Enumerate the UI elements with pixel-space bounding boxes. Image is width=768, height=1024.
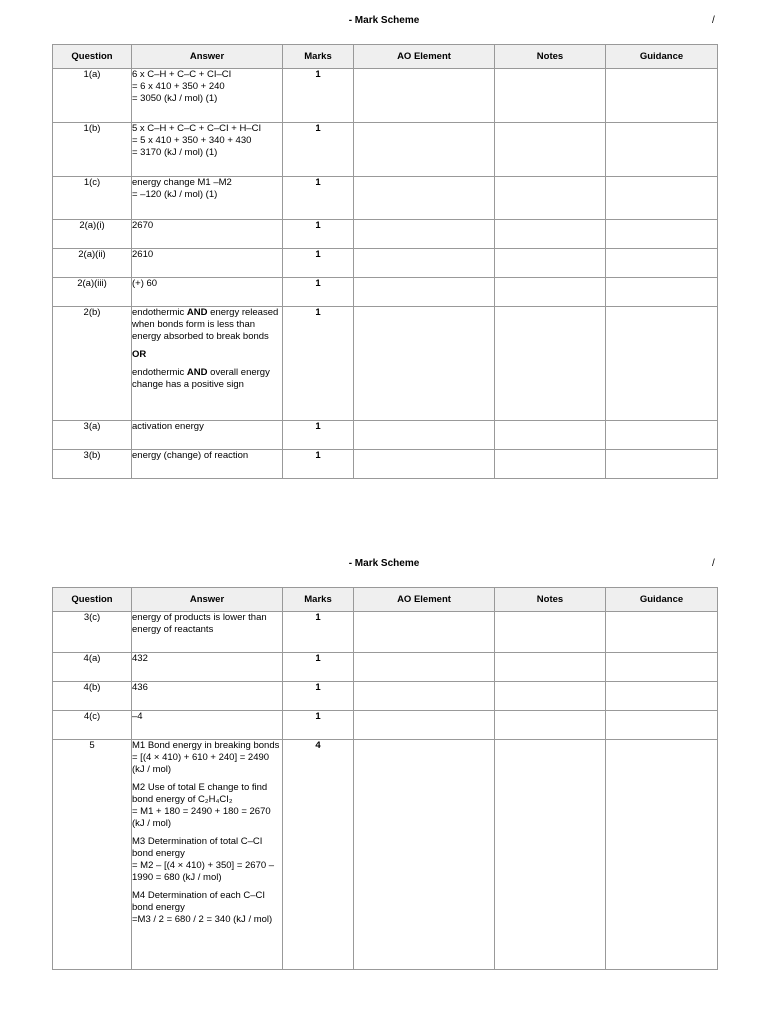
answer-cell bbox=[132, 612, 283, 653]
question-number: 4(c) bbox=[53, 711, 132, 740]
col-header-notes: Notes bbox=[495, 588, 606, 612]
answer-m2: M2 Use of total E change to find bond energy of C₂H₄CΙ₂ = M1 + 180 = 2490 + 180 = 2670 (kJ / mol) bbox=[132, 782, 271, 829]
guidance-cell bbox=[606, 123, 718, 177]
table-row bbox=[53, 450, 718, 479]
answer-cell bbox=[132, 653, 283, 682]
answer-line: = 3170 (kJ / mol) (1) bbox=[132, 147, 218, 158]
answer-cell bbox=[132, 421, 283, 450]
table-row bbox=[53, 682, 718, 711]
col-header-ao-element: AO Element bbox=[354, 588, 495, 612]
notes-cell bbox=[495, 682, 606, 711]
col-header-answer: Answer bbox=[132, 45, 283, 69]
answer-m1: M1 Bond energy in breaking bonds = [(4 × 410) + 610 + 240] = 2490 (kJ / mol) bbox=[132, 740, 280, 775]
marks-value: 1 bbox=[283, 450, 354, 479]
notes-cell bbox=[495, 421, 606, 450]
marks-value: 1 bbox=[283, 682, 354, 711]
marks-value: 1 bbox=[283, 307, 354, 421]
table-header-row bbox=[53, 45, 718, 69]
answer-line: 6 x C–H + C–C + CΙ–CΙ bbox=[132, 69, 232, 80]
ao-element-cell bbox=[354, 249, 495, 278]
marks-value: 1 bbox=[283, 421, 354, 450]
col-header-question: Question bbox=[53, 45, 132, 69]
table-row bbox=[53, 307, 718, 421]
col-header-question: Question bbox=[53, 588, 132, 612]
table-row bbox=[53, 278, 718, 307]
answer-line: 436 bbox=[132, 682, 148, 693]
page-header bbox=[0, 543, 768, 569]
marks-value: 1 bbox=[283, 69, 354, 123]
page-header bbox=[0, 0, 768, 26]
answer-line: 5 x C–H + C–C + C–CΙ + H–CΙ bbox=[132, 123, 262, 134]
guidance-cell bbox=[606, 682, 718, 711]
question-number: 3(a) bbox=[53, 421, 132, 450]
notes-cell bbox=[495, 653, 606, 682]
question-number: 5 bbox=[53, 740, 132, 970]
answer-paragraph: endothermic AND overall energy change has a positive sign bbox=[132, 367, 270, 390]
ao-element-cell bbox=[354, 177, 495, 220]
answer-paragraph: endothermic AND energy released when bonds form is less than energy absorbed to break bonds bbox=[132, 307, 279, 342]
table-row bbox=[53, 740, 718, 970]
answer-line: 432 bbox=[132, 653, 148, 664]
notes-cell bbox=[495, 220, 606, 249]
answer-line: (+) 60 bbox=[132, 278, 158, 289]
table-row bbox=[53, 220, 718, 249]
table-row bbox=[53, 177, 718, 220]
notes-cell bbox=[495, 69, 606, 123]
ao-element-cell bbox=[354, 653, 495, 682]
guidance-cell bbox=[606, 220, 718, 249]
notes-cell bbox=[495, 177, 606, 220]
keyword-and: AND bbox=[186, 367, 208, 378]
question-number: 1(b) bbox=[53, 123, 132, 177]
notes-cell bbox=[495, 249, 606, 278]
answer-line: activation energy bbox=[132, 421, 204, 432]
answer-or: OR bbox=[132, 349, 147, 360]
answer-cell bbox=[132, 123, 283, 177]
guidance-cell bbox=[606, 740, 718, 970]
answer-cell bbox=[132, 220, 283, 249]
question-number: 4(a) bbox=[53, 653, 132, 682]
notes-cell bbox=[495, 123, 606, 177]
answer-line: = 5 x 410 + 350 + 340 + 430 bbox=[132, 135, 252, 146]
question-number: 2(a)(iii) bbox=[53, 278, 132, 307]
guidance-cell bbox=[606, 421, 718, 450]
notes-cell bbox=[495, 612, 606, 653]
question-number: 2(a)(i) bbox=[53, 220, 132, 249]
marks-value: 1 bbox=[283, 249, 354, 278]
question-number: 1(c) bbox=[53, 177, 132, 220]
answer-m3: M3 Determination of total C–CΙ bond energy = M2 – [(4 × 410) + 350] = 2670 – 1990 = 680 (kJ / mol) bbox=[132, 836, 275, 883]
page-header-slash: / bbox=[712, 558, 715, 569]
answer-line: energy of products is lower than energy of reactants bbox=[132, 612, 267, 635]
guidance-cell bbox=[606, 69, 718, 123]
guidance-cell bbox=[606, 307, 718, 421]
answer-line: = 6 x 410 + 350 + 240 bbox=[132, 81, 225, 92]
ao-element-cell bbox=[354, 220, 495, 249]
table-row bbox=[53, 249, 718, 278]
question-number: 1(a) bbox=[53, 69, 132, 123]
notes-cell bbox=[495, 450, 606, 479]
col-header-guidance: Guidance bbox=[606, 588, 718, 612]
answer-line: 2610 bbox=[132, 249, 154, 260]
ao-element-cell bbox=[354, 307, 495, 421]
table-row bbox=[53, 421, 718, 450]
marks-value: 4 bbox=[283, 740, 354, 970]
answer-cell bbox=[132, 69, 283, 123]
notes-cell bbox=[495, 740, 606, 970]
page-title: - Mark Scheme bbox=[348, 558, 420, 569]
guidance-cell bbox=[606, 450, 718, 479]
guidance-cell bbox=[606, 612, 718, 653]
answer-cell bbox=[132, 307, 283, 421]
answer-line: energy change M1 –M2 bbox=[132, 177, 232, 188]
notes-cell bbox=[495, 711, 606, 740]
col-header-ao-element: AO Element bbox=[354, 45, 495, 69]
ao-element-cell bbox=[354, 682, 495, 711]
answer-line: 2670 bbox=[132, 220, 154, 231]
marks-value: 1 bbox=[283, 278, 354, 307]
answer-cell bbox=[132, 249, 283, 278]
table-row bbox=[53, 653, 718, 682]
ao-element-cell bbox=[354, 740, 495, 970]
keyword-and: AND bbox=[186, 307, 208, 318]
guidance-cell bbox=[606, 249, 718, 278]
page-title: - Mark Scheme bbox=[348, 15, 420, 26]
answer-cell bbox=[132, 740, 283, 970]
ao-element-cell bbox=[354, 450, 495, 479]
answer-m4: M4 Determination of each C–CΙ bond energy =M3 / 2 = 680 / 2 = 340 (kJ / mol) bbox=[132, 890, 273, 925]
question-number: 3(b) bbox=[53, 450, 132, 479]
guidance-cell bbox=[606, 278, 718, 307]
question-number: 3(c) bbox=[53, 612, 132, 653]
question-number: 2(a)(ii) bbox=[53, 249, 132, 278]
marks-value: 1 bbox=[283, 220, 354, 249]
answer-line: –4 bbox=[132, 711, 143, 722]
marks-value: 1 bbox=[283, 612, 354, 653]
answer-cell bbox=[132, 278, 283, 307]
answer-cell bbox=[132, 711, 283, 740]
col-header-notes: Notes bbox=[495, 45, 606, 69]
notes-cell bbox=[495, 307, 606, 421]
guidance-cell bbox=[606, 711, 718, 740]
page-header-slash: / bbox=[712, 15, 715, 26]
col-header-guidance: Guidance bbox=[606, 45, 718, 69]
table-row bbox=[53, 711, 718, 740]
table-row bbox=[53, 612, 718, 653]
answer-line: = 3050 (kJ / mol) (1) bbox=[132, 93, 218, 104]
ao-element-cell bbox=[354, 421, 495, 450]
ao-element-cell bbox=[354, 711, 495, 740]
answer-cell bbox=[132, 177, 283, 220]
ao-element-cell bbox=[354, 123, 495, 177]
answer-line: energy (change) of reaction bbox=[132, 450, 249, 461]
col-header-marks: Marks bbox=[283, 45, 354, 69]
marks-value: 1 bbox=[283, 123, 354, 177]
col-header-marks: Marks bbox=[283, 588, 354, 612]
marks-value: 1 bbox=[283, 177, 354, 220]
chemical-formula: C₂H₄CΙ₂ bbox=[198, 794, 233, 805]
ao-element-cell bbox=[354, 612, 495, 653]
table-row bbox=[53, 69, 718, 123]
marks-value: 1 bbox=[283, 711, 354, 740]
guidance-cell bbox=[606, 177, 718, 220]
question-number: 4(b) bbox=[53, 682, 132, 711]
guidance-cell bbox=[606, 653, 718, 682]
col-header-answer: Answer bbox=[132, 588, 283, 612]
ao-element-cell bbox=[354, 278, 495, 307]
table-row bbox=[53, 123, 718, 177]
question-number: 2(b) bbox=[53, 307, 132, 421]
answer-cell bbox=[132, 682, 283, 711]
answer-cell bbox=[132, 450, 283, 479]
mark-scheme-table bbox=[52, 587, 718, 970]
answer-line: = –120 (kJ / mol) (1) bbox=[132, 189, 218, 200]
notes-cell bbox=[495, 278, 606, 307]
marks-value: 1 bbox=[283, 653, 354, 682]
mark-scheme-table bbox=[52, 44, 718, 479]
table-header-row bbox=[53, 588, 718, 612]
ao-element-cell bbox=[354, 69, 495, 123]
